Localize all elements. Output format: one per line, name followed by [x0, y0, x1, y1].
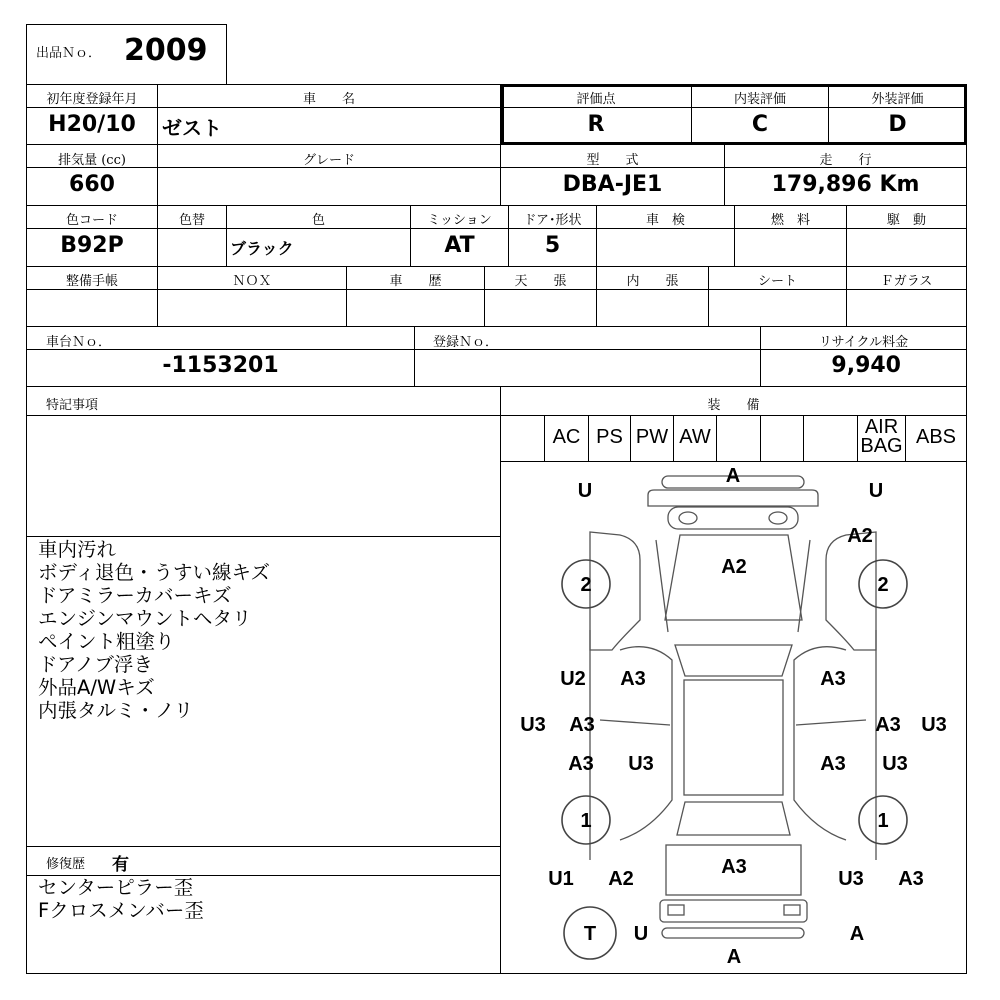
damage-mark: U3 — [921, 714, 947, 736]
damage-mark: A3 — [569, 714, 595, 736]
lot-label: 出品Ｎｏ． — [36, 46, 102, 61]
recycle-fee-value: 9,940 — [831, 353, 901, 378]
damage-mark: A3 — [620, 668, 646, 690]
note-line: ペイント粗塗り — [38, 630, 175, 653]
note-line: ドアミラーカバーキズ — [38, 584, 232, 607]
registration-number-label: 登録Ｎｏ． — [433, 335, 499, 350]
color-value: ブラック — [230, 239, 294, 258]
mileage-value: 179,896 Km — [771, 172, 920, 197]
chassis-number-label: 車台Ｎｏ． — [46, 335, 112, 350]
damage-mark: U3 — [838, 868, 864, 890]
displacement-label: 排気量 (cc) — [58, 153, 126, 168]
damage-mark: U3 — [628, 753, 654, 775]
first-registration-label: 初年度登録年月 — [46, 92, 138, 107]
damage-mark: A — [725, 465, 741, 487]
equipment-airbag: AIR BAG — [860, 416, 903, 457]
color-code-label: 色コード — [65, 213, 118, 228]
grade-label: グレード — [302, 153, 355, 168]
note-line: 外品A/Wキズ — [38, 676, 155, 699]
repair-history-value: 有 — [112, 855, 129, 875]
repair-list — [38, 876, 204, 922]
notes-list — [38, 538, 270, 722]
damage-mark: A — [726, 946, 742, 968]
tire-front-left-value: 2 — [580, 574, 592, 596]
tire-front-right-value: 2 — [877, 574, 889, 596]
equipment-aw: AW — [679, 426, 711, 448]
car-name-value: ゼスト — [162, 116, 222, 140]
damage-mark: A — [849, 923, 865, 945]
repair-line: Fクロスメンバー歪 — [38, 899, 204, 922]
roof-lining-label: 天 張 — [514, 274, 567, 289]
color-label: 色 — [311, 213, 325, 228]
inspection-label: 車 検 — [645, 213, 685, 228]
damage-mark: A3 — [721, 856, 747, 878]
note-line: エンジンマウントヘタリ — [38, 607, 252, 630]
damage-mark: A3 — [820, 753, 846, 775]
mission-value: AT — [444, 233, 475, 258]
door-value: 5 — [544, 233, 561, 258]
note-line: ボディ退色・うすい線キズ — [38, 561, 271, 584]
nox-label: ＮＯＸ — [232, 274, 272, 289]
history-label: 車 歴 — [389, 274, 442, 289]
repaint-label: 色替 — [178, 213, 205, 228]
damage-mark: A3 — [898, 868, 924, 890]
exterior-grade-label: 外装評価 — [871, 92, 924, 107]
model-code-label: 型 式 — [586, 153, 639, 168]
fuel-label: 燃 料 — [770, 213, 810, 228]
equipment-ps: PS — [596, 426, 623, 448]
damage-mark: A3 — [568, 753, 594, 775]
door-label: ドア･形状 — [523, 213, 582, 228]
drive-label: 駆 動 — [886, 213, 926, 228]
equipment-ac: AC — [552, 426, 581, 448]
damage-mark: A2 — [608, 868, 634, 890]
interior-trim-label: 内 張 — [626, 274, 679, 289]
exterior-grade-value: D — [888, 112, 907, 137]
damage-mark: A3 — [820, 668, 846, 690]
damage-mark: A3 — [875, 714, 901, 736]
damage-mark: A2 — [721, 556, 747, 578]
notes-label: 特記事項 — [46, 398, 99, 413]
color-code-value: B92P — [60, 233, 124, 258]
damage-mark: U1 — [548, 868, 574, 890]
equipment-label: 装 備 — [707, 398, 760, 413]
equipment-abs: ABS — [915, 426, 957, 448]
interior-grade-value: C — [751, 112, 769, 137]
note-line: ドアノブ浮き — [38, 653, 153, 676]
seat-label: シート — [757, 274, 797, 289]
damage-mark: A2 — [847, 525, 873, 547]
note-line: 内張タルミ・ノリ — [38, 699, 194, 722]
score-value: R — [587, 112, 605, 137]
tire-rear-left-value: 1 — [580, 810, 592, 832]
mileage-label: 走 行 — [819, 153, 872, 168]
tire-rear-right-value: 1 — [877, 810, 889, 832]
mission-label: ミッション — [427, 213, 492, 228]
first-registration-value: H20/10 — [48, 112, 136, 137]
damage-mark: U — [633, 923, 649, 945]
model-code-value: DBA-JE1 — [562, 172, 663, 197]
lot-number: 2009 — [124, 33, 208, 68]
damage-mark: U3 — [520, 714, 546, 736]
recycle-fee-label: リサイクル料金 — [818, 335, 909, 350]
damage-mark: U2 — [560, 668, 586, 690]
score-label: 評価点 — [576, 92, 616, 107]
spare-tire-value: T — [583, 923, 597, 945]
equipment-pw: PW — [635, 426, 669, 448]
damage-mark: U — [577, 480, 593, 502]
car-name-label: 車 名 — [302, 92, 355, 107]
displacement-value: 660 — [69, 172, 115, 197]
chassis-number-value: -1153201 — [162, 353, 279, 378]
repair-history-label: 修復歴 — [46, 857, 86, 872]
front-glass-label: Ｆガラス — [880, 274, 933, 289]
maintenance-book-label: 整備手帳 — [65, 274, 118, 289]
interior-grade-label: 内装評価 — [733, 92, 786, 107]
damage-mark: U — [868, 480, 884, 502]
note-line: 車内汚れ — [38, 538, 117, 561]
repair-line: センターピラー歪 — [38, 876, 194, 899]
damage-mark: U3 — [882, 753, 908, 775]
